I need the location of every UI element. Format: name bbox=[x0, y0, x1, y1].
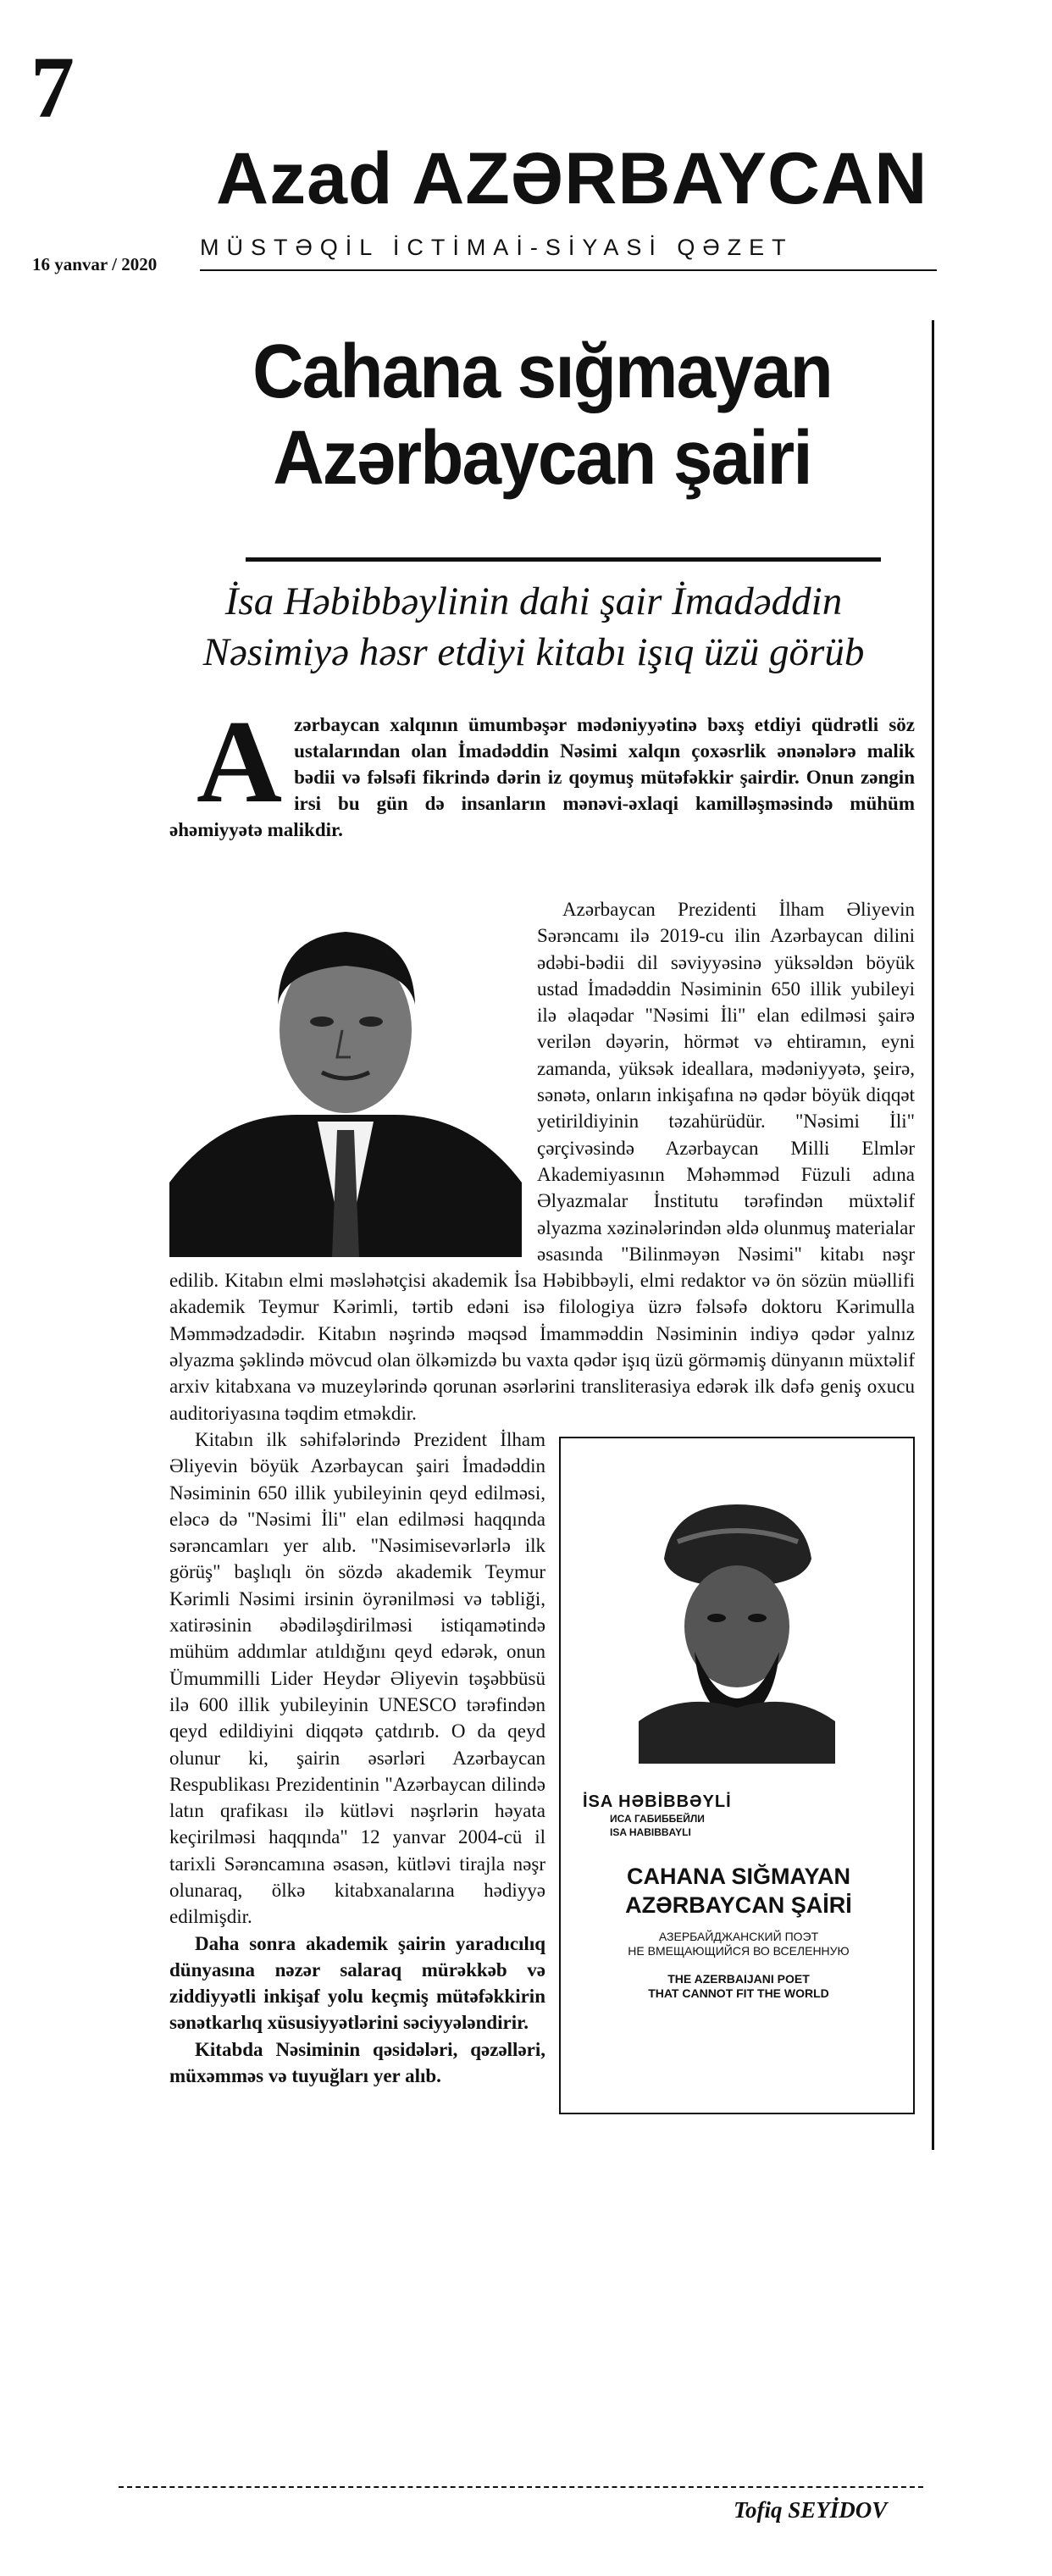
headline bbox=[196, 329, 889, 501]
subheadline bbox=[144, 576, 923, 678]
paragraph-1: Azərbaycan Prezidenti İlham Əliyevin Sərəncamı ilə 2019-cu ilin Azərbaycan dilini ədəbi-bədii dil səviyyəsinə yüksəldən böyük ustad İmadəddin Nəsiminin 650 illik yubileyi ilə əlaqədar "Nəsimi İli" elan edilməsi şairə verilən dəyərin, hörmət və ehtiramın, eyni zamanda, yüksək ideallara, mədəniyyətə, şeirə, sənətə, onların inkişafına nə qədər böyük diqqət yetirildiyinin təzahürüdür. "Nəsimi İli" çərçivəsində Azərbaycan Milli Elmlər Akademiyasının Məhəmməd Füzuli adına Əlyazmalar İnstitutu tərəfindən müxtəlif əlyazma xəzinələrindən əldə olunmuş materialar əsasında "Bilinməyən Nəsimi" kitabı nəşr edilib. Kitabın elmi məsləhətçisi akademik İsa Həbibbəyli, elmi redaktor və ön sözün müəllifi akademik Teymur Kərimli, tərtib edəni isə filologiya üzrə fəlsəfə doktoru Kərimulla Məmmədzadədir. Kitabın nəşrində məqsəd İmamməddin Nəsiminin indiyə qədər yalnız əlyazma şəklində mövcud olan ölkəmizdə bu vaxta qədər işıq üzü görməmiş dünyanın müxtəlif arxiv kitabxana və muzeylərində qorunan əsərlərini transliterasiya edərək ilk dəfə geniş oxucu auditoriyasına təqdim etməkdir. bbox=[169, 899, 915, 1424]
portrait-photo-image bbox=[169, 903, 522, 1257]
book-title-en-1: THE AZERBAIJANI POET bbox=[667, 1971, 810, 1986]
lead-paragraph bbox=[169, 696, 915, 843]
column-rule bbox=[932, 320, 934, 2150]
headline-rule bbox=[246, 557, 881, 562]
paragraph-3: Daha sonra akademik şairin yaradıcılıq dünyasına nəzər salaraq mürəkkəb və ziddiyyətli inkişaf yolu keçmiş mütəfəkkirin sənətkarlıq xüsusiyyətlərini səciyyələndirir. bbox=[169, 1932, 545, 2034]
byline-rule bbox=[119, 2486, 923, 2490]
book-title-ru-1: АЗЕРБАЙДЖАНСКИЙ ПОЭТ bbox=[658, 1929, 819, 1943]
book-cover bbox=[559, 1437, 915, 2114]
nasimi-portrait bbox=[639, 1499, 835, 1764]
book-author-ru: ИСА ГАБИББЕЙЛИ bbox=[610, 1812, 705, 1825]
book-title-en-2: THAT CANNOT FIT THE WORLD bbox=[648, 1986, 829, 2000]
book-title bbox=[569, 1862, 908, 1920]
subheadline-line-2: Nəsimiyə həsr etdiyi kitabı işıq üzü görüb bbox=[202, 630, 865, 674]
paragraph-4: Kitabda Nəsiminin qəsidələri, qəzəlləri, müxəmməs və tuyuğları yer alıb. bbox=[169, 2038, 545, 2087]
subheadline-line-1: İsa Həbibbəylinin dahi şair İmadəddin bbox=[224, 579, 843, 623]
byline: Tofiq SEYİDOV bbox=[734, 2497, 888, 2523]
headline-line-2: Azərbaycan şairi bbox=[273, 416, 811, 501]
author-photo bbox=[169, 903, 522, 1257]
book-title-ru-2: НЕ ВМЕЩАЮЩИЙСЯ ВО ВСЕЛЕННУЮ bbox=[628, 1943, 850, 1958]
book-title-line-1: CAHANA SIĞMAYAN bbox=[626, 1863, 851, 1889]
paragraph-2: Kitabın ilk səhifələrində Prezident İlham Əliyevin böyük Azərbaycan şairi İmadəddin Nəsiminin 650 illik yubileyinin qeyd edilməsi, eləcə də "Nəsimi İli" elan edilməsi haqqında sərəncamları yer alıb. "Nəsimisevərlərlə ilk görüş" başlıqlı ön sözdə akademik Teymur Kərimli Nəsimi irsinin öyrənilməsi və təbliği, xatirəsinin əbədiləşdirilməsi istiqamətində mühüm addımlar atıldığını qeyd edərək, onun Ümummilli Lider Heydər Əliyevin təşəbbüsü ilə 600 illik yubileyinin UNESCO tərəfindən qeyd edildiyini diqqətə çatdırıb. O da qeyd olunur ki, şairin əsərləri Azərbaycan Respublikası Prezidentinin "Azərbaycan dilində latın qrafikası ilə kütləvi nəşrlərin həyata keçirilməsi haqqında" 12 yanvar 2004-cü il tarixli Sərəncamına əsasən, kütləvi tirajla nəşr olunaraq, ölkə kitabxanalarına hədiyyə edilmişdir. bbox=[169, 1428, 545, 1928]
page-number: 7 bbox=[30, 39, 75, 136]
masthead: Azad AZƏRBAYCAN bbox=[216, 138, 928, 219]
lead-text: zərbaycan xalqının ümumbəşər mədəniyyətinə bəxş etdiyi qüdrətli söz ustalarından olan İmadəddin Nəsimi xalqın çoxəsrlik ənənələrə malik bədii və fəlsəfi fikrində dərin iz qoymuş mütəfəkkir şairdir. Onun zəngin irsi bu gün də insanların mənəvi-əxlaqi kamilləşməsində mühüm əhəmiyyətə malikdir. bbox=[169, 714, 915, 840]
headline-line-1: Cahana sığmayan bbox=[252, 330, 832, 414]
book-author-en: ISA HABIBBAYLI bbox=[610, 1825, 691, 1838]
drop-cap: A bbox=[197, 696, 283, 828]
article-body bbox=[169, 896, 915, 2123]
book-title-line-2: AZƏRBAYCAN ŞAİRİ bbox=[625, 1892, 852, 1918]
issue-date: 16 yanvar / 2020 bbox=[32, 254, 158, 274]
tagline: MÜSTƏQİL İCTİMAİ-SİYASİ QƏZET bbox=[200, 235, 794, 260]
masthead-rule bbox=[200, 269, 937, 271]
book-author: İSA HƏBİBBƏYLİ bbox=[583, 1792, 732, 1811]
nasimi-portrait-image bbox=[639, 1499, 835, 1764]
